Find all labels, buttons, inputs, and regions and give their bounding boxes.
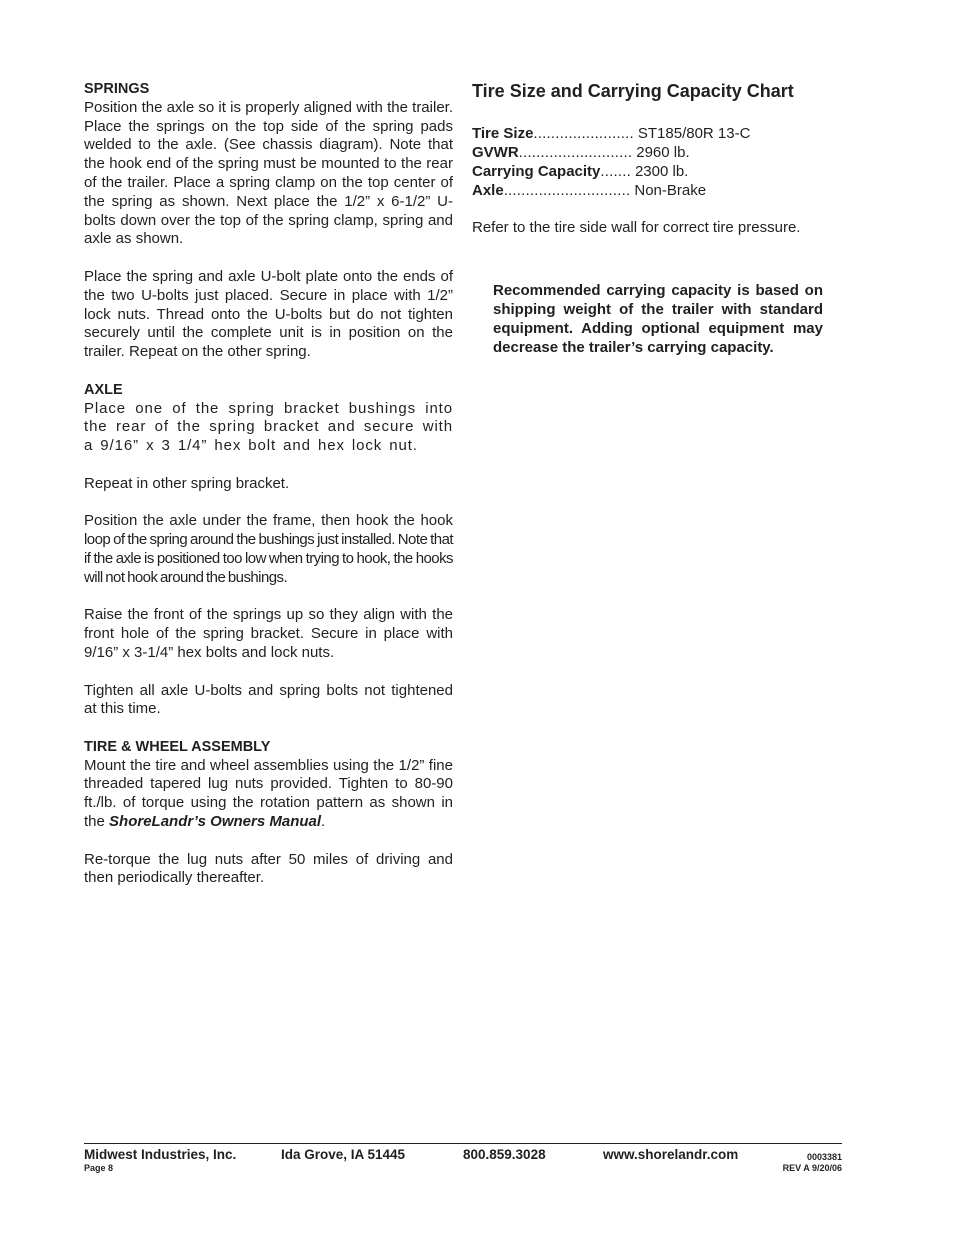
tire-wheel-section: [84, 738, 453, 888]
instructions-column: [84, 80, 453, 907]
tire-pressure-note: Refer to the tire side wall for correct tire pressure.: [472, 219, 801, 236]
footer-page-number: Page 8: [84, 1163, 114, 1173]
spec-row-tire-size: [472, 124, 842, 143]
capacity-warning: Recommended carrying capacity is based on shipping weight of the trailer with standard equipment. Adding optional equipment may decrease the trailer’s carrying capacity.: [493, 282, 823, 356]
spec-value: ST185/80R 13-C: [637, 125, 751, 142]
axle-paragraph-3: [84, 512, 453, 587]
footer-company: Midwest Industries, Inc.: [84, 1147, 237, 1162]
footer-address: Ida Grove, IA 51445: [281, 1147, 406, 1162]
spec-row-axle: [472, 181, 842, 200]
spec-list: [472, 124, 842, 200]
springs-section: [84, 80, 453, 362]
footer-website: www.shorelandr.com: [603, 1147, 739, 1162]
axle-paragraph-5: Tighten all axle U-bolts and spring bolts not tightened at this time.: [84, 681, 453, 718]
spec-value: 2300 lb.: [634, 163, 689, 180]
spec-leader-dots: .............................: [503, 182, 631, 199]
tire-wheel-text: Mount the tire and wheel assemblies using the 1/2” fine threaded tapered lug nuts provided. Tighten to 80-90 ft./lb. of torque using the rotation pattern as shown in the: [84, 756, 453, 831]
axle-paragraph-4: Raise the front of the springs up so they align with the front hole of the spring bracket. Secure in place with 9/16” x 3-1/4” hex bolts and lock nuts.: [84, 606, 453, 661]
spec-leader-dots: .......: [600, 163, 631, 180]
capacity-chart-column: [472, 80, 842, 357]
footer-divider: [84, 1143, 842, 1144]
axle-heading: AXLE: [84, 381, 123, 398]
springs-paragraph-2: Place the spring and axle U-bolt plate onto the ends of the two U-bolts just placed. Secure in place with 1/2” lock nuts. Thread onto the U-bolts but do not tighten securely until the complete unit is in position on the trailer. Repeat on the other spring.: [84, 267, 453, 361]
spec-row-gvwr: [472, 143, 842, 162]
spec-key: Tire Size: [472, 125, 534, 142]
spec-leader-dots: .......................: [533, 125, 634, 142]
tire-wheel-paragraph-1: [84, 757, 453, 832]
footer-revision: REV A 9/20/06: [782, 1163, 842, 1173]
axle-paragraph-3-rest: loop of the spring around the bushings just installed. Note that if the axle is positioned too low when trying to hook, the hooks will not hook around the bushings.: [84, 531, 453, 586]
spec-key: GVWR: [472, 144, 519, 161]
tire-wheel-text-end: .: [321, 813, 326, 831]
spec-key: Carrying Capacity: [472, 163, 601, 180]
page-footer: [84, 1147, 842, 1177]
axle-paragraph-3-line-1: Position the axle under the frame, then hook the hook: [84, 512, 453, 530]
springs-paragraph-1: Position the axle so it is properly aligned with the trailer. Place the springs on the top side of the spring pads welded to the axle. (See chassis diagram). Note that the hook end of the spring must be mounted to the rear of the trailer. Place a spring clamp on the top center of the spring as shown. Next place the 1/2” x 6-1/2” U-bolts down over the top of the spring clamp, spring and axle as shown.: [84, 98, 453, 248]
spec-value: 2960 lb.: [636, 144, 690, 161]
axle-paragraph-1: Place one of the spring bracket bushings into the rear of the spring bracket and secure with a 9/16” x 3 1/4” hex bolt and hex lock nut.: [84, 399, 453, 455]
tire-wheel-heading: TIRE & WHEEL ASSEMBLY: [84, 738, 271, 755]
spec-key: Axle: [472, 182, 504, 199]
springs-heading: SPRINGS: [84, 81, 150, 97]
spec-value: Non-Brake: [634, 182, 707, 199]
axle-paragraph-2: Repeat in other spring bracket.: [84, 474, 290, 492]
owners-manual-reference: ShoreLandr’s Owners Manual: [109, 813, 322, 831]
spec-leader-dots: ..........................: [518, 144, 633, 161]
footer-phone: 800.859.3028: [463, 1147, 546, 1162]
capacity-chart-title: Tire Size and Carrying Capacity Chart: [472, 81, 794, 101]
footer-doc-number: 0003381: [806, 1152, 842, 1162]
tire-wheel-paragraph-2: Re-torque the lug nuts after 50 miles of driving and then periodically thereafter.: [84, 850, 453, 887]
axle-section: [84, 381, 453, 719]
spec-row-carrying-capacity: [472, 162, 842, 181]
